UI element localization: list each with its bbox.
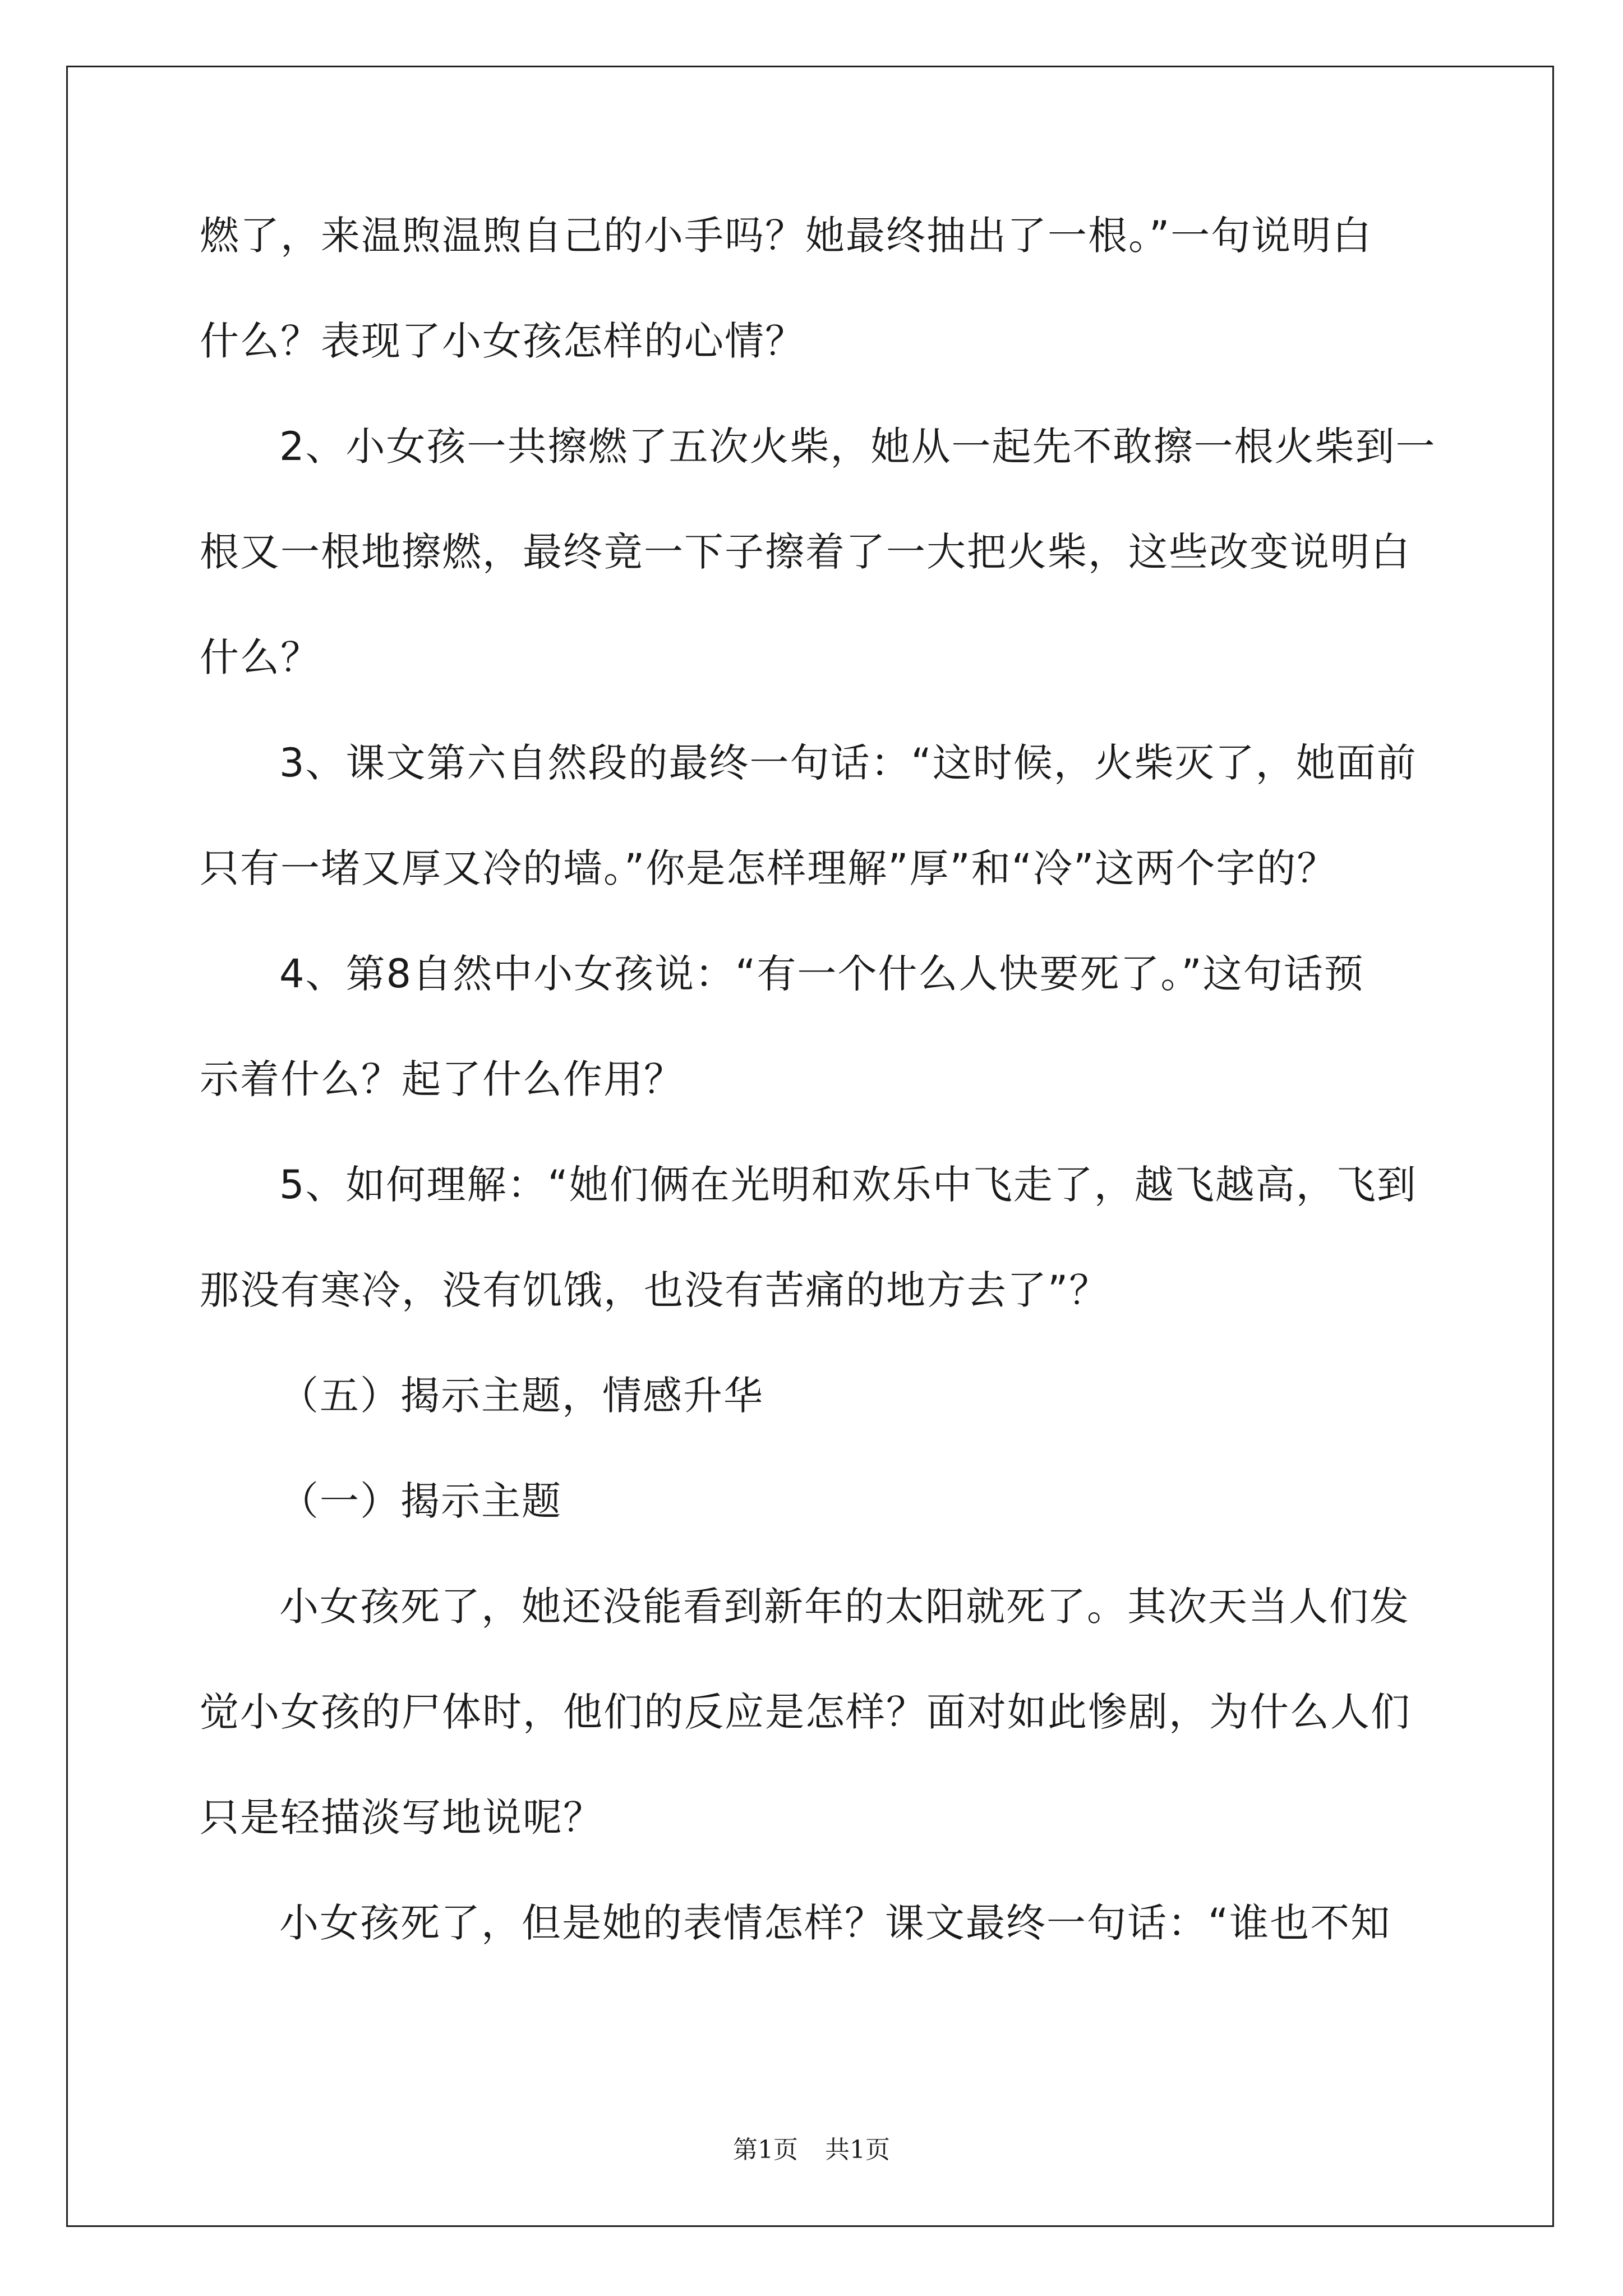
page-total: 共1页 [825, 2136, 890, 2164]
paragraph-start: 小女孩死了，但是她的表情怎样？课文最终一句话：“谁也不知 [279, 1900, 1391, 1946]
question-2: 2、小女孩一共擦燃了五次火柴，她从一起先不敢擦一根火柴到一 [279, 424, 1436, 470]
subsection-heading: （一）揭示主题 [279, 1478, 562, 1524]
text-line: 燃了，来温煦温煦自己的小手吗？她最终抽出了一根。”一句说明白 [200, 213, 1373, 259]
text-line: 示着什么？起了什么作用？ [200, 1056, 684, 1102]
section-heading: （五）揭示主题，情感升华 [279, 1373, 764, 1419]
text-line: 只是轻描淡写地说呢？ [200, 1795, 603, 1841]
page-footer [0, 2134, 1623, 2166]
text-line: 只有一堵又厚又冷的墙。”你是怎样理解”厚”和“冷”这两个字的？ [200, 845, 1338, 891]
question-5: 5、如何理解：“她们俩在光明和欢乐中飞走了，越飞越高，飞到 [279, 1162, 1417, 1208]
page-number: 第1页 [733, 2136, 798, 2164]
text-line: 什么？表现了小女孩怎样的心情？ [200, 318, 805, 364]
question-3: 3、课文第六自然段的最终一句话：“这时候，火柴灭了，她面前 [279, 740, 1417, 786]
paragraph-start: 小女孩死了，她还没能看到新年的太阳就死了。其次天当人们发 [279, 1584, 1410, 1630]
question-4: 4、第8自然中小女孩说：“有一个什么人快要死了。”这句话预 [279, 951, 1364, 997]
text-line: 根又一根地擦燃，最终竟一下子擦着了一大把火柴，这些改变说明白 [200, 529, 1411, 575]
text-line: 什么？ [200, 634, 321, 680]
text-line: 觉小女孩的尸体时，他们的反应是怎样？面对如此惨剧，为什么人们 [200, 1689, 1411, 1735]
text-line: 那没有寒冷，没有饥饿，也没有苦痛的地方去了”？ [200, 1267, 1110, 1313]
